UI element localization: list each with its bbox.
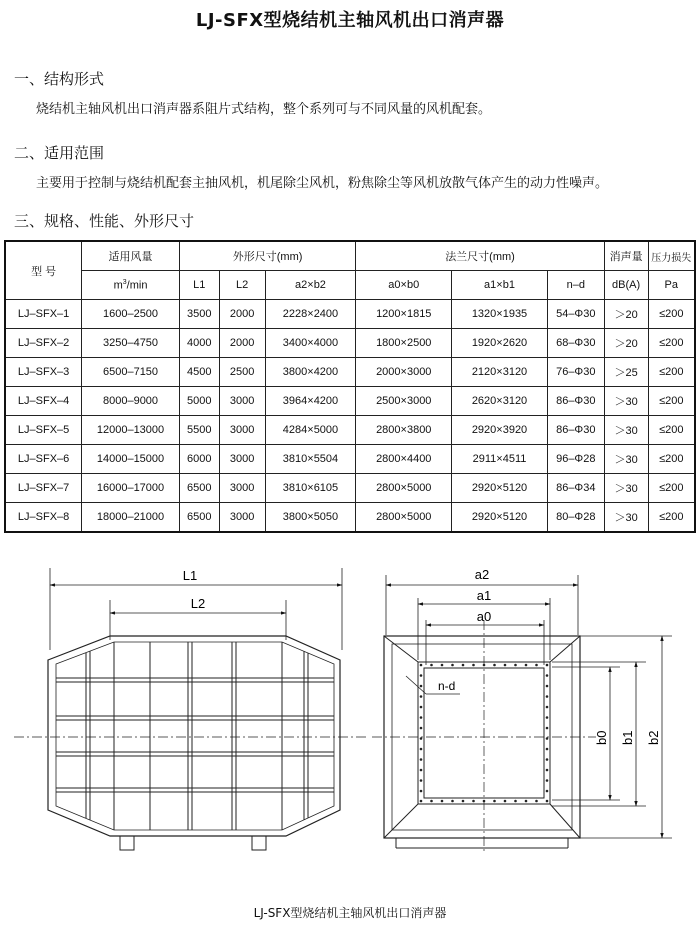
table-cell: 4000 xyxy=(179,329,219,358)
bolt-hole xyxy=(546,800,549,803)
bolt-hole xyxy=(472,664,475,667)
bolt-hole xyxy=(514,664,517,667)
bolt-hole xyxy=(420,737,423,740)
table-cell: ＞20 xyxy=(604,329,648,358)
bolt-hole xyxy=(546,727,549,730)
bolt-hole xyxy=(451,800,454,803)
table-cell: 3000 xyxy=(219,416,265,445)
table-cell: LJ–SFX–8 xyxy=(5,503,82,533)
bolt-hole xyxy=(546,790,549,793)
table-cell: 68–Φ30 xyxy=(547,329,604,358)
table-cell: 2920×5120 xyxy=(452,474,548,503)
bolt-hole xyxy=(462,664,465,667)
bolt-hole xyxy=(546,758,549,761)
bolt-hole xyxy=(420,758,423,761)
bolt-hole xyxy=(430,664,433,667)
bolt-hole xyxy=(420,800,423,803)
bolt-hole xyxy=(546,737,549,740)
header-pressure-unit: Pa xyxy=(648,271,695,300)
bolt-hole xyxy=(546,748,549,751)
table-cell: 1920×2620 xyxy=(452,329,548,358)
label-b2: b2 xyxy=(646,730,661,745)
header-L2: L2 xyxy=(219,271,265,300)
front-view xyxy=(372,575,672,852)
bolt-hole xyxy=(462,800,465,803)
bolt-hole xyxy=(420,716,423,719)
table-cell: LJ–SFX–4 xyxy=(5,387,82,416)
header-noise: 消声量 xyxy=(604,241,648,271)
bolt-hole xyxy=(546,716,549,719)
bolt-hole xyxy=(420,748,423,751)
table-cell: ≤200 xyxy=(648,416,695,445)
table-cell: 3000 xyxy=(219,387,265,416)
table-cell: ≤200 xyxy=(648,474,695,503)
table-cell: 1800×2500 xyxy=(356,329,452,358)
table-cell: 2000 xyxy=(219,300,265,329)
table-cell: 2800×5000 xyxy=(356,503,452,533)
table-cell: 8000–9000 xyxy=(82,387,180,416)
bolt-hole xyxy=(525,800,528,803)
bolt-hole xyxy=(441,800,444,803)
table-cell: 12000–13000 xyxy=(82,416,180,445)
table-cell: 1600–2500 xyxy=(82,300,180,329)
table-cell: 3500 xyxy=(179,300,219,329)
header-a0b0: a0×b0 xyxy=(356,271,452,300)
table-cell: ＞30 xyxy=(604,416,648,445)
bolt-hole xyxy=(420,695,423,698)
bolt-hole xyxy=(420,790,423,793)
table-cell: 3250–4750 xyxy=(82,329,180,358)
bolt-hole xyxy=(483,800,486,803)
bolt-hole xyxy=(451,664,454,667)
table-cell: 76–Φ30 xyxy=(547,358,604,387)
bolt-hole xyxy=(546,664,549,667)
table-cell: ≤200 xyxy=(648,358,695,387)
bolt-hole xyxy=(493,664,496,667)
table-cell: 80–Φ28 xyxy=(547,503,604,533)
bolt-hole xyxy=(420,779,423,782)
table-cell: 3400×4000 xyxy=(265,329,356,358)
label-L1: L1 xyxy=(182,568,198,583)
table-cell: 1200×1815 xyxy=(356,300,452,329)
table-cell: 4284×5000 xyxy=(265,416,356,445)
header-noise-unit: dB(A) xyxy=(604,271,648,300)
bolt-hole xyxy=(546,674,549,677)
drawing-caption: LJ-SFX型烧结机主轴风机出口消声器 xyxy=(253,906,447,920)
table-cell: 54–Φ30 xyxy=(547,300,604,329)
table-cell: LJ–SFX–5 xyxy=(5,416,82,445)
bolt-hole xyxy=(441,664,444,667)
bolt-hole xyxy=(504,800,507,803)
table-cell: 3800×4200 xyxy=(265,358,356,387)
table-cell: 3800×5050 xyxy=(265,503,356,533)
table-cell: 86–Φ30 xyxy=(547,387,604,416)
table-cell: 3964×4200 xyxy=(265,387,356,416)
bolt-hole xyxy=(525,664,528,667)
section1-text: 烧结机主轴风机出口消声器系阻片式结构，整个系列可与不同风量的风机配套。 xyxy=(36,102,492,117)
table-cell: ＞30 xyxy=(604,474,648,503)
table-cell: 2120×3120 xyxy=(452,358,548,387)
table-cell: 2911×4511 xyxy=(452,445,548,474)
table-cell: 1320×1935 xyxy=(452,300,548,329)
table-cell: 2500 xyxy=(219,358,265,387)
bolt-hole xyxy=(546,706,549,709)
table-cell: 86–Φ34 xyxy=(547,474,604,503)
bolt-hole xyxy=(420,727,423,730)
table-cell: 6000 xyxy=(179,445,219,474)
table-cell: 6500–7150 xyxy=(82,358,180,387)
table-cell: 6500 xyxy=(179,503,219,533)
table-cell: ≤200 xyxy=(648,445,695,474)
table-cell: ＞30 xyxy=(604,503,648,533)
bolt-hole xyxy=(535,800,538,803)
bolt-hole xyxy=(472,800,475,803)
bolt-hole xyxy=(514,800,517,803)
label-b1: b1 xyxy=(620,730,635,745)
bolt-hole xyxy=(493,800,496,803)
header-outer: 外形尺寸(mm) xyxy=(179,241,356,271)
table-cell: ≤200 xyxy=(648,387,695,416)
table-cell: 5000 xyxy=(179,387,219,416)
bolt-hole xyxy=(420,674,423,677)
bolt-hole xyxy=(420,664,423,667)
table-cell: ≤200 xyxy=(648,300,695,329)
header-nd: n–d xyxy=(547,271,604,300)
table-cell: ＞20 xyxy=(604,300,648,329)
label-L2: L2 xyxy=(190,596,206,611)
table-cell: 3810×6105 xyxy=(265,474,356,503)
table-cell: 14000–15000 xyxy=(82,445,180,474)
table-cell: 3000 xyxy=(219,474,265,503)
header-model: 型 号 xyxy=(5,241,82,300)
table-cell: 2620×3120 xyxy=(452,387,548,416)
document-title: LJ-SFX型烧结机主轴风机出口消声器 xyxy=(195,10,505,31)
table-cell: 2000×3000 xyxy=(356,358,452,387)
bolt-hole xyxy=(546,779,549,782)
table-cell: 3000 xyxy=(219,503,265,533)
table-cell: LJ–SFX–3 xyxy=(5,358,82,387)
table-cell: 2500×3000 xyxy=(356,387,452,416)
label-nd: n-d xyxy=(438,679,456,693)
header-a2b2: a2×b2 xyxy=(265,271,356,300)
bolt-hole xyxy=(504,664,507,667)
table-cell: 96–Φ28 xyxy=(547,445,604,474)
table-cell: 2800×3800 xyxy=(356,416,452,445)
table-cell: 86–Φ30 xyxy=(547,416,604,445)
table-cell: 2800×5000 xyxy=(356,474,452,503)
table-cell: 2000 xyxy=(219,329,265,358)
table-cell: ≤200 xyxy=(648,329,695,358)
header-flange: 法兰尺寸(mm) xyxy=(356,241,604,271)
label-a1: a1 xyxy=(476,588,492,603)
table-cell: 2800×4400 xyxy=(356,445,452,474)
table-cell: 2920×5120 xyxy=(452,503,548,533)
header-L1: L1 xyxy=(179,271,219,300)
label-a2: a2 xyxy=(474,567,490,582)
bolt-hole xyxy=(420,706,423,709)
section1-heading: 一、结构形式 xyxy=(14,70,105,88)
bolt-hole xyxy=(546,685,549,688)
table-cell: 18000–21000 xyxy=(82,503,180,533)
table-cell: 2920×3920 xyxy=(452,416,548,445)
table-cell: 2228×2400 xyxy=(265,300,356,329)
header-pressure: 压力损失 xyxy=(648,241,695,271)
table-cell: 5500 xyxy=(179,416,219,445)
bolt-hole xyxy=(420,685,423,688)
bolt-hole xyxy=(420,769,423,772)
table-cell: 4500 xyxy=(179,358,219,387)
header-a1b1: a1×b1 xyxy=(452,271,548,300)
section3-heading: 三、规格、性能、外形尺寸 xyxy=(14,212,195,230)
table-cell: ＞25 xyxy=(604,358,648,387)
table-cell: LJ–SFX–6 xyxy=(5,445,82,474)
table-cell: 6500 xyxy=(179,474,219,503)
bolt-hole xyxy=(430,800,433,803)
label-a0: a0 xyxy=(476,609,492,624)
table-cell: LJ–SFX–7 xyxy=(5,474,82,503)
label-b0: b0 xyxy=(594,730,609,745)
table-cell: LJ–SFX–2 xyxy=(5,329,82,358)
table-cell: 16000–17000 xyxy=(82,474,180,503)
bolt-hole xyxy=(535,664,538,667)
table-cell: ＞30 xyxy=(604,445,648,474)
table-cell: ＞30 xyxy=(604,387,648,416)
section2-heading: 二、适用范围 xyxy=(14,144,105,162)
table-cell: 3000 xyxy=(219,445,265,474)
table-cell: ≤200 xyxy=(648,503,695,533)
section2-text: 主要用于控制与烧结机配套主抽风机，机尾除尘风机，粉焦除尘等风机放散气体产生的动力性噪声。 xyxy=(36,176,609,191)
table-cell: 3810×5504 xyxy=(265,445,356,474)
header-flow: 适用风量 xyxy=(82,241,180,271)
table-cell: LJ–SFX–1 xyxy=(5,300,82,329)
bolt-hole xyxy=(546,769,549,772)
header-flow-unit: $m^3/\min$ xyxy=(82,271,180,300)
bolt-hole xyxy=(483,664,486,667)
bolt-hole xyxy=(546,695,549,698)
